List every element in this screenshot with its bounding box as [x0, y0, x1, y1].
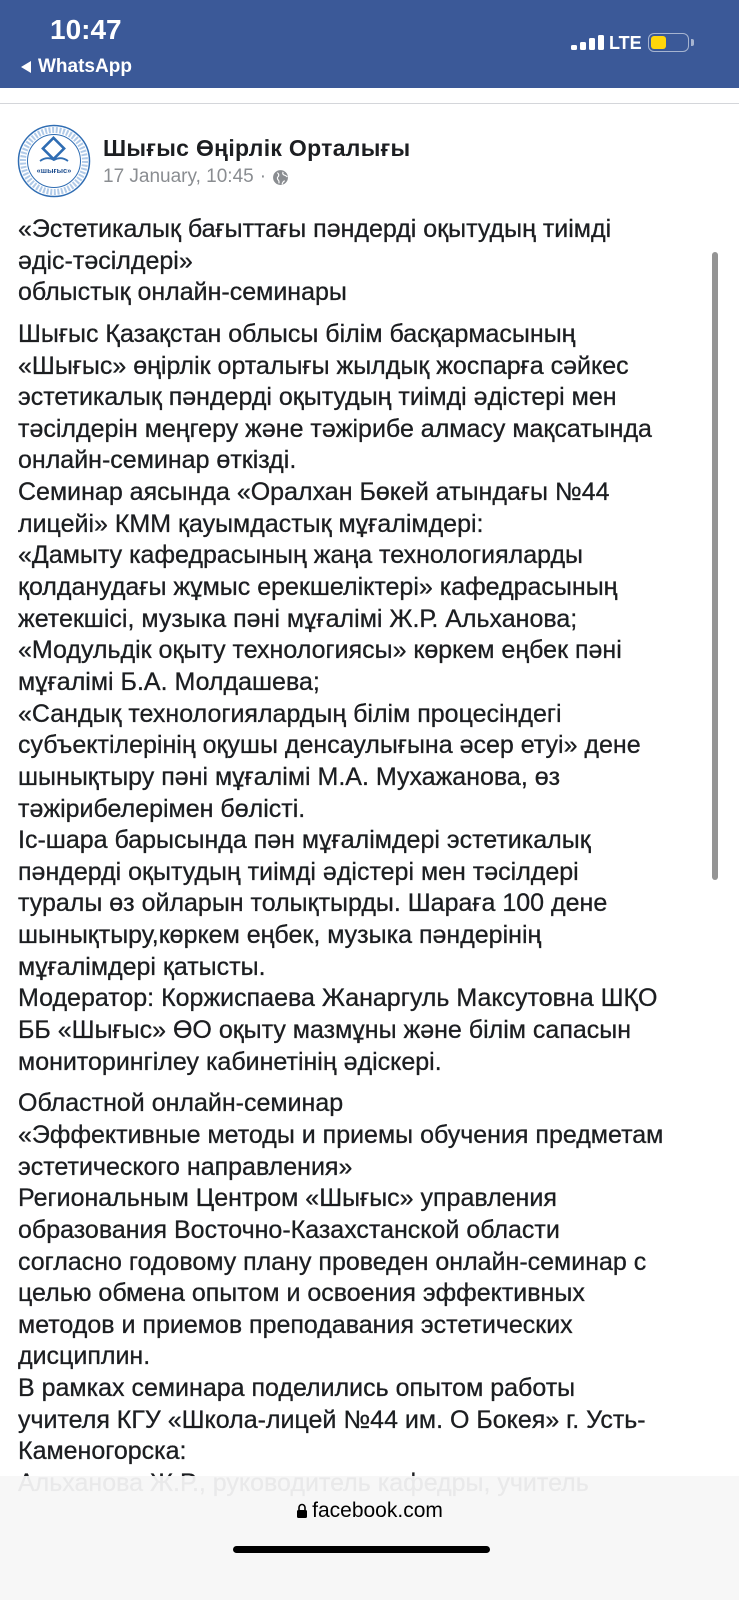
- post-paragraph: [18, 319, 721, 1078]
- post-text-line: лицейі» КММ қауымдастық мұғалімдері:: [18, 509, 484, 538]
- signal-bar: [571, 45, 577, 50]
- page-avatar[interactable]: [17, 124, 91, 198]
- post-text-line: учителя КГУ «Школа-лицей №44 им. О Бокея» г. Усть-: [18, 1405, 646, 1434]
- post-text-line: образования Восточно-Казахстанской области: [18, 1215, 560, 1244]
- post-text-line: эстетического направления»: [18, 1152, 353, 1181]
- post-text-line: целью обмена опытом и освоения эффективных: [18, 1279, 585, 1308]
- post-timestamp-link[interactable]: 17 January, 10:45: [103, 166, 254, 187]
- post-text-line: «Эстетикалық бағыттағы пәндерді оқытудың тиімді: [18, 215, 612, 243]
- lock-icon-shackle: [299, 1505, 305, 1511]
- post-text-line: В рамках семинара поделились опытом работы: [18, 1374, 576, 1403]
- post-text-line: туралы өз ойларын толықтырды. Шараға 100 дене: [18, 889, 608, 918]
- battery-level-fill: [651, 36, 666, 49]
- post-text-line: «Сандық технологиялардың білім процесіндегі: [18, 699, 562, 728]
- globe-icon-disc: [273, 170, 288, 185]
- page-scrollbar[interactable]: [712, 252, 718, 880]
- post-text-line: Каменогорска:: [18, 1437, 187, 1466]
- post-text-line: мұғалімі Б.А. Молдашева;: [18, 667, 320, 696]
- post-text-line: «Дамыту кафедрасының жаңа технологияларды: [18, 541, 584, 570]
- status-bar: [0, 0, 739, 88]
- post-text-line: дисциплин.: [18, 1342, 151, 1371]
- post-text-line: шынықтыру,көркем еңбек, музыка пәндерінің: [18, 921, 542, 950]
- battery-inner: [651, 36, 686, 49]
- back-triangle-icon: [21, 61, 31, 73]
- post-text-line: «Шығыс» өңірлік орталығы жылдық жоспарға сәйкес: [18, 351, 629, 380]
- lock-icon: [296, 1503, 308, 1519]
- globe-icon: [272, 169, 289, 186]
- post-paragraph: [18, 1088, 721, 1499]
- post-text-line: мұғалімдері қатысты.: [18, 952, 266, 981]
- page-name-link[interactable]: Шығыс Өңірлік Орталығы: [103, 135, 411, 161]
- post-body: [18, 214, 721, 1510]
- signal-bar: [589, 38, 595, 50]
- post-text-line: жетекшісі, музыка пәні мұғалімі Ж.Р. Альханова;: [18, 604, 578, 633]
- post-text-line: тәсілдерін меңгеру және тәжірибе алмасу мақсатында: [18, 414, 652, 443]
- post-text-line: ББ «Шығыс» ӨО оқыту мазмұны және білім сапасын: [18, 1016, 632, 1045]
- post-text-line: Семинар аясында «Оралхан Бөкей атындағы №44: [18, 478, 610, 507]
- home-indicator[interactable]: [233, 1546, 490, 1553]
- post-text-line: әдіс-тәсілдері»: [18, 246, 193, 275]
- signal-bar: [598, 35, 604, 50]
- browser-bottom-bar: [0, 1476, 739, 1600]
- post-text-line: пәндерді оқытудың тиімді әдістері мен тәсілдері: [18, 857, 579, 886]
- back-label: WhatsApp: [38, 56, 132, 77]
- address-bar[interactable]: [0, 1498, 739, 1524]
- post-text-line: Областной онлайн-семинар: [18, 1089, 344, 1118]
- post-text-line: тәжірибелерімен бөлісті.: [18, 794, 306, 823]
- post-paragraph: [18, 214, 721, 309]
- post-text-line: согласно годовому плану проведен онлайн-семинар с: [18, 1247, 647, 1276]
- url-text: facebook.com: [312, 1499, 443, 1522]
- post-text-line: «Эффективные методы и приемы обучения предметам: [18, 1120, 664, 1149]
- post-text-line: облыстық онлайн-семинары: [18, 278, 347, 307]
- post-text-line: «Модульдік оқыту технологиясы» көркем еңбек пәні: [18, 636, 622, 665]
- lock-icon-body: [297, 1510, 307, 1518]
- post-text-line: Шығыс Қазақстан облысы білім басқармасының: [18, 319, 576, 348]
- post-meta: [103, 165, 289, 189]
- post-text-line: Іс-шара барысында пән мұғалімдері эстетикалық: [18, 826, 591, 855]
- status-time: 10:47: [50, 14, 122, 45]
- post-text-line: методов и приемов преподавания эстетических: [18, 1310, 573, 1339]
- logo-lettering: «шығыс»: [36, 166, 72, 175]
- post-text-line: мониторингілеу кабинетінің әдіскері.: [18, 1047, 442, 1076]
- meta-separator: ·: [259, 166, 267, 187]
- organization-logo: [17, 124, 91, 198]
- network-type-label: LTE: [609, 33, 642, 53]
- post-text-line: эстетикалық пәндерді оқытудың тиімді әдістері мен: [18, 383, 617, 412]
- header-divider: [0, 103, 739, 104]
- post-text-line: қолданудағы жұмыс ерекшеліктері» кафедрасының: [18, 573, 618, 602]
- post-text-line: субъектілерінің оқушы денсаулығына әсер етуі» дене: [18, 731, 641, 760]
- post-text-line: Региональным Центром «Шығыс» управления: [18, 1184, 557, 1213]
- battery-icon: [648, 33, 689, 52]
- signal-icon: [571, 35, 605, 50]
- back-to-whatsapp-button[interactable]: [21, 56, 132, 78]
- post-text-line: Модератор: Коржиспаева Жанаргуль Максутовна ШҚО: [18, 984, 658, 1013]
- post-text-line: онлайн-семинар өткізді.: [18, 446, 297, 475]
- battery-tip: [691, 39, 694, 46]
- post-text-line: шынықтыру пәні мұғалімі М.А. Мухажанова, өз: [18, 762, 561, 791]
- signal-bar: [580, 42, 586, 50]
